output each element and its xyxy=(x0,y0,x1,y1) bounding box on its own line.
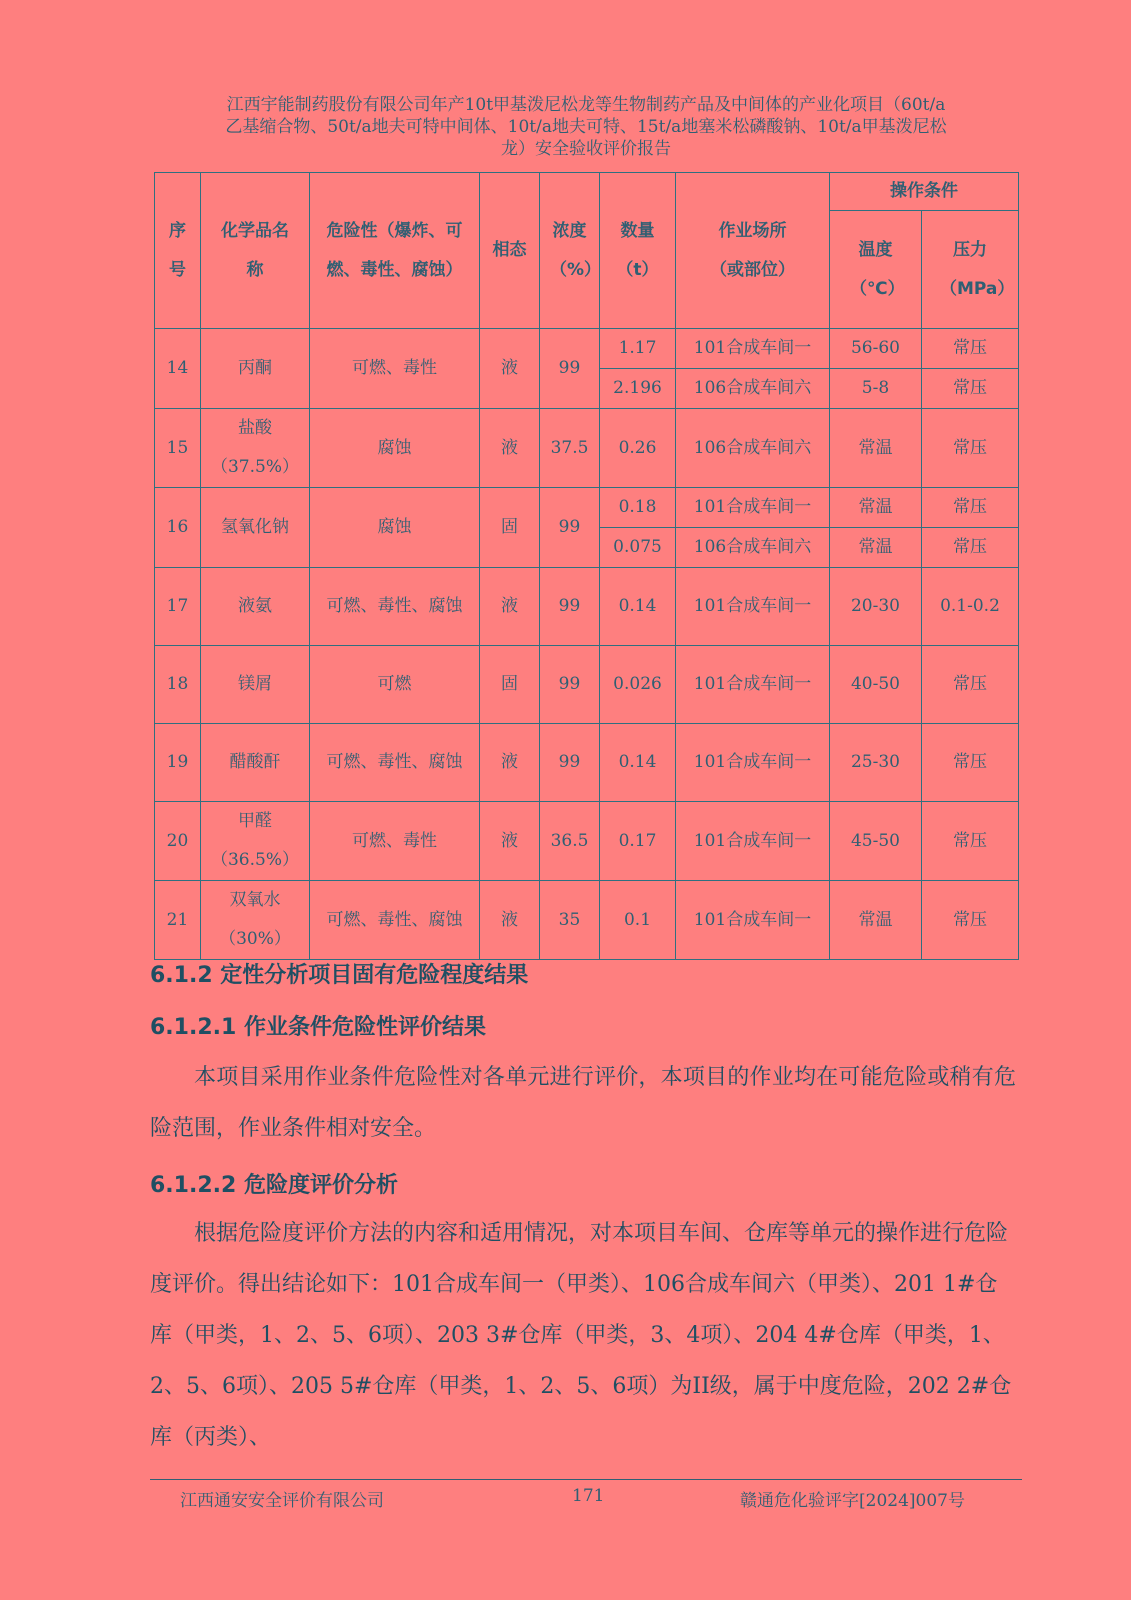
cell-pressure: 常压 xyxy=(922,802,1019,881)
heading-6-1-2: 6.1.2 定性分析项目固有危险程度结果 xyxy=(150,963,529,988)
cell-hazard: 可燃、毒性、腐蚀 xyxy=(310,568,480,646)
cell-workplace: 101合成车间一 xyxy=(676,724,830,802)
cell-chemical-name: 醋酸酐 xyxy=(201,724,310,802)
col-header-phase: 相态 xyxy=(480,173,540,329)
cell-quantity: 0.14 xyxy=(600,568,676,646)
col-header-temp: 温度（℃） xyxy=(830,211,922,329)
cell-hazard: 腐蚀 xyxy=(310,488,480,568)
cell-no: 19 xyxy=(155,724,201,802)
cell-pressure: 常压 xyxy=(922,528,1019,568)
footer-company: 江西通安安全评价有限公司 xyxy=(180,1491,384,1511)
header-line-3: 龙）安全验收评价报告 xyxy=(501,139,671,159)
table-row xyxy=(155,488,1019,528)
cell-phase: 液 xyxy=(480,568,540,646)
col-header-conc: 浓度（%） xyxy=(540,173,600,329)
cell-chemical-name: 镁屑 xyxy=(201,646,310,724)
header-line-2: 乙基缩合物、50t/a地夫可特中间体、10t/a地夫可特、15t/a地塞米松磷酸钠、10t/a甲基泼尼松 xyxy=(225,117,947,137)
cell-temperature: 40-50 xyxy=(830,646,922,724)
page-header xyxy=(152,94,1020,160)
cell-concentration: 99 xyxy=(540,724,600,802)
cell-pressure: 常压 xyxy=(922,329,1019,369)
cell-chemical-name: 盐酸（37.5%） xyxy=(201,409,310,488)
cell-no: 15 xyxy=(155,409,201,488)
cell-no: 14 xyxy=(155,329,201,409)
table-row xyxy=(155,568,1019,646)
cell-temperature: 常温 xyxy=(830,881,922,960)
cell-workplace: 101合成车间一 xyxy=(676,646,830,724)
cell-temperature: 20-30 xyxy=(830,568,922,646)
cell-workplace: 106合成车间六 xyxy=(676,369,830,409)
cell-temperature: 常温 xyxy=(830,488,922,528)
cell-pressure: 常压 xyxy=(922,724,1019,802)
col-header-name: 化学品名称 xyxy=(201,173,310,329)
cell-no: 17 xyxy=(155,568,201,646)
cell-hazard: 可燃、毒性 xyxy=(310,329,480,409)
chemicals-table xyxy=(154,172,1019,960)
cell-workplace: 101合成车间一 xyxy=(676,488,830,528)
cell-temperature: 25-30 xyxy=(830,724,922,802)
table-row xyxy=(155,409,1019,488)
cell-phase: 液 xyxy=(480,802,540,881)
cell-phase: 液 xyxy=(480,881,540,960)
cell-pressure: 常压 xyxy=(922,881,1019,960)
footer-page-number: 171 xyxy=(572,1486,605,1506)
cell-concentration: 35 xyxy=(540,881,600,960)
cell-no: 16 xyxy=(155,488,201,568)
cell-pressure: 常压 xyxy=(922,409,1019,488)
cell-temperature: 常温 xyxy=(830,528,922,568)
header-line-1: 江西宇能制药股份有限公司年产10t甲基泼尼松龙等生物制药产品及中间体的产业化项目（60t/a xyxy=(226,95,946,115)
footer-rule xyxy=(150,1479,1022,1480)
cell-concentration: 36.5 xyxy=(540,802,600,881)
footer-doc-number: 赣通危化验评字[2024]007号 xyxy=(740,1491,965,1511)
table-row xyxy=(155,802,1019,881)
cell-pressure: 常压 xyxy=(922,369,1019,409)
cell-quantity: 0.17 xyxy=(600,802,676,881)
cell-no: 21 xyxy=(155,881,201,960)
cell-quantity: 0.18 xyxy=(600,488,676,528)
cell-phase: 固 xyxy=(480,646,540,724)
cell-hazard: 可燃、毒性 xyxy=(310,802,480,881)
cell-quantity: 0.026 xyxy=(600,646,676,724)
heading-6-1-2-2: 6.1.2.2 危险度评价分析 xyxy=(150,1173,398,1198)
col-header-press: 压力（MPa） xyxy=(922,211,1019,329)
cell-workplace: 106合成车间六 xyxy=(676,528,830,568)
cell-temperature: 56-60 xyxy=(830,329,922,369)
cell-hazard: 腐蚀 xyxy=(310,409,480,488)
cell-temperature: 5-8 xyxy=(830,369,922,409)
cell-phase: 液 xyxy=(480,724,540,802)
cell-quantity: 0.14 xyxy=(600,724,676,802)
cell-temperature: 常温 xyxy=(830,409,922,488)
cell-hazard: 可燃 xyxy=(310,646,480,724)
cell-concentration: 99 xyxy=(540,329,600,409)
paragraph-work-conditions: 本项目采用作业条件危险性对各单元进行评价，本项目的作业均在可能危险或稍有危险范围，作业条件相对安全。 xyxy=(150,1065,1016,1141)
cell-chemical-name: 双氧水（30%） xyxy=(201,881,310,960)
cell-pressure: 常压 xyxy=(922,488,1019,528)
cell-quantity: 0.075 xyxy=(600,528,676,568)
cell-workplace: 101合成车间一 xyxy=(676,881,830,960)
table-row xyxy=(155,329,1019,369)
cell-hazard: 可燃、毒性、腐蚀 xyxy=(310,881,480,960)
cell-temperature: 45-50 xyxy=(830,802,922,881)
cell-chemical-name: 液氨 xyxy=(201,568,310,646)
paragraph-risk-degree: 根据危险度评价方法的内容和适用情况，对本项目车间、仓库等单元的操作进行危险度评价。得出结论如下：101合成车间一（甲类）、106合成车间六（甲类）、201 1#仓库（甲类，1、2、5、6项）、203 3#仓库（甲类，3、4项）、204 4#仓库（甲类，1、2、5、6项）、205 5#仓库（甲类，1、2、5、6项）为II级，属于中度危险，202 2#仓库（丙类）、 xyxy=(150,1221,1012,1450)
cell-quantity: 1.17 xyxy=(600,329,676,369)
table-row xyxy=(155,881,1019,960)
cell-workplace: 106合成车间六 xyxy=(676,409,830,488)
table-row xyxy=(155,646,1019,724)
table-row xyxy=(155,724,1019,802)
cell-quantity: 0.26 xyxy=(600,409,676,488)
cell-workplace: 101合成车间一 xyxy=(676,802,830,881)
col-header-qty: 数量（t） xyxy=(600,173,676,329)
cell-chemical-name: 甲醛（36.5%） xyxy=(201,802,310,881)
cell-concentration: 99 xyxy=(540,646,600,724)
cell-quantity: 2.196 xyxy=(600,369,676,409)
cell-concentration: 99 xyxy=(540,568,600,646)
cell-concentration: 37.5 xyxy=(540,409,600,488)
cell-phase: 固 xyxy=(480,488,540,568)
cell-pressure: 0.1-0.2 xyxy=(922,568,1019,646)
cell-quantity: 0.1 xyxy=(600,881,676,960)
col-header-no: 序号 xyxy=(155,173,201,329)
cell-workplace: 101合成车间一 xyxy=(676,329,830,369)
cell-concentration: 99 xyxy=(540,488,600,568)
cell-hazard: 可燃、毒性、腐蚀 xyxy=(310,724,480,802)
cell-phase: 液 xyxy=(480,409,540,488)
heading-6-1-2-1: 6.1.2.1 作业条件危险性评价结果 xyxy=(150,1015,486,1040)
col-header-conditions: 操作条件 xyxy=(830,173,1019,211)
cell-workplace: 101合成车间一 xyxy=(676,568,830,646)
cell-no: 20 xyxy=(155,802,201,881)
col-header-hazard: 危险性（爆炸、可燃、毒性、腐蚀） xyxy=(310,173,480,329)
col-header-place: 作业场所（或部位） xyxy=(676,173,830,329)
cell-no: 18 xyxy=(155,646,201,724)
cell-chemical-name: 丙酮 xyxy=(201,329,310,409)
cell-pressure: 常压 xyxy=(922,646,1019,724)
cell-chemical-name: 氢氧化钠 xyxy=(201,488,310,568)
cell-phase: 液 xyxy=(480,329,540,409)
